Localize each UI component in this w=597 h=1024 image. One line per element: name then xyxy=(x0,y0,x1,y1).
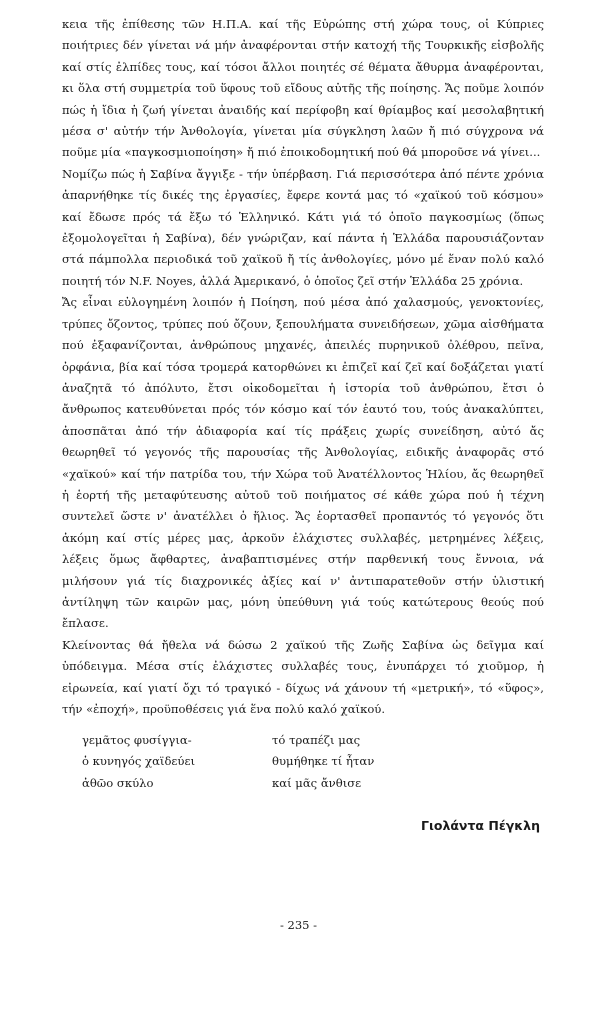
page-number: - 235 - xyxy=(279,918,318,932)
author-signature: Γιολάντα Πέγκλη xyxy=(421,818,540,833)
haiku-right-line-3: καί μᾶς ἄνθισε xyxy=(272,775,362,790)
haiku-left-line-1: γεμᾶτος φυσίγγια- xyxy=(82,733,192,747)
haiku-right-line-2: θυμήθηκε τί ἦταν xyxy=(272,754,375,769)
haiku-left-line-3: ἀθῶο σκύλο xyxy=(82,775,154,790)
haiku-left xyxy=(82,730,195,794)
haiku-right xyxy=(272,730,374,794)
article-body xyxy=(62,14,544,720)
paragraph-4: Κλείνοντας θά ἤθελα νά δώσω 2 χαϊκού τῆς Ζωῆς Σαβίνα ὡς δεῖγμα καί ὑπόδειγμα. Μέσα στίς ἐλάχιστες συλλαβές τους, ἐνυπάρχει τό χιοῦμορ, ἡ εἰρωνεία, καί γιατί ὄχι τό τραγικό - δίχως νά χάνουν τή «μετρική», τό «ὕφος», τήν «ἐποχή», προϋποθέσεις γιά ἕνα πολύ καλό χαϊκού. xyxy=(62,637,544,716)
paragraph-3: Ἄς εἶναι εὐλογημένη λοιπόν ἡ Ποίηση, πού μέσα ἀπό χαλασμούς, γενοκτονίες, τρύπες ὄζοντος, τρύπες πού ὄζουν, ξεπουλήματα συνειδήσεων, χῶμα αἰσθήματα πού ἐξαφανίζονται, ἀνθρώπους μηχανές, ἀπειλές πυρηνικοῦ ὀλέθρου, πεῖνα, ὀρφάνια, βία καί τόσα τρομερά κατορθώνει κι ἐπιζεῖ καί ζεῖ καί δοξάζεται γιατί ἀναζητᾶ τό ἀπόλυτο, ἔτσι οἰκοδομεῖται ἡ ἱστορία τοῦ ἀνθρώπου, ἔτσι ὁ ἄνθρωπος κατευθύνεται πρός τόν κόσμο καί τόν ἑαυτό του, τούς ἀνακαλύπτει, ἀποσπᾶται ἀπό τήν ἀδιαφορία καί τίς πράξεις χωρίς συνείδηση, αὐτό ἄς θεωρηθεῖ τό γεγονός τῆς παρουσίας τῆς Ἀνθολογίας, ειδικῆς ἀναφορᾶς στό «χαϊκού» καί τήν πατρίδα του, τήν Χώρα τοῦ Ἀνατέλλοντος Ἡλίου, ἄς θεωρηθεῖ ἡ ἑορτή τῆς μεταφύτευσης αὐτοῦ τοῦ ποιήματος σέ κάθε χώρα πού ἡ τέχνη συντελεῖ ὥστε ν' ἀνατέλλει ὁ ἥλιος. Ἄς ἑορτασθεῖ προπαντός τό γεγονός ὅτι ἀκόμη καί στίς μέρες μας, ἀρκοῦν ἐλάχιστες συλλαβές, μετρημένες λέξεις, λέξεις ὅμως ἄφθαρτες, ἀναβαπτισμένες στήν παρθενική τους ἔννοια, νά μιλήσουν γιά τίς διαχρονικές ἀξίες καί ν' ἀντιπαρατεθοῦν στήν ὑλιστική ἀντίληψη τῶν καιρῶν μας, μόνη ὑπεύθυνη γιά τούς κατώτερους θεούς πού ἔπλασε. xyxy=(62,295,544,631)
paragraph-1: κεια τῆς ἐπίθεσης τῶν Η.Π.Α. καί τῆς Εὐρώπης στή χώρα τους, οἱ Κύπριες ποιήτριες δέν γίνεται νά μήν ἀναφέρονται στήν κατοχή τῆς Τουρκικῆς εἰσβολῆς καί στίς ἐλπίδες τους, καί τόσοι ἄλλοι ποιητές σέ θέματα ἄθυρμα ἀναφέρονται, κι ὅλα στή συμμετρία τοῦ ὕφους τοῦ εἴδους αὐτῆς τῆς ποίησης. Ἄς ποῦμε λοιπόν πώς ἡ ἴδια ἡ ζωή γίνεται ἀναιδής καί περίφοβη καί θρίαμβος καί μεσολαβητική μέσα σ' αὐτήν τήν Ἀνθολογία, γίνεται μία σύγκληση λαῶν ἤ πιό σύγχρονα νά ποῦμε μία «παγκοσμιοποίηση» ἤ πιό ἐποικοδομητική πού θά μποροῦσε νά γίνει... xyxy=(62,17,544,160)
haiku-right-line-1: τό τραπέζι μας xyxy=(272,733,361,747)
haiku-left-line-2: ὁ κυνηγός χαϊδεύει xyxy=(82,754,196,769)
paragraph-2: Νομίζω πώς ἡ Σαβίνα ἄγγιξε - τήν ὑπέρβαση. Γιά περισσότερα ἀπό πέντε χρόνια ἀπαρνήθηκε τίς δικές της ἐργασίες, ἔφερε κοντά μας τό «χαϊκού τοῦ κόσμου» καί ἔδωσε πρός τά ἔξω τό Ἑλληνικό. Κάτι γιά τό ὁποῖο παγκοσμίως (ὅπως ἐξομολογεῖται ἡ Σαβίνα), δέν γνώριζαν, καί πάντα ἡ Ἑλλάδα παρουσιάζονταν στά πάμπολλα περιοδικά τοῦ χαϊκοῦ ἤ τίς ἀνθολογίες, μόνο μέ ἕναν πολύ καλό ποιητή τόν N.F. Noyes, ἀλλά Ἀμερικανό, ὁ ὁποῖος ζεῖ στήν Ἑλλάδα 25 χρόνια. xyxy=(62,166,544,288)
